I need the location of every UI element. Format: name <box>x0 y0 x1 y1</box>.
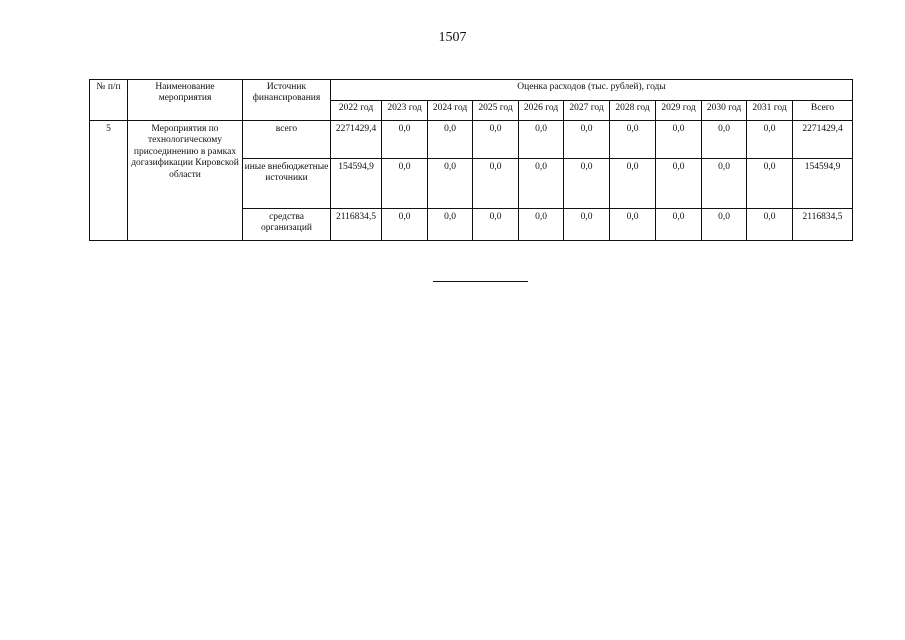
separator-line <box>433 281 528 282</box>
row-name: Мероприятия по технологическому присоединению в рамках догазификации Кировской области <box>128 121 243 241</box>
value-cell: 0,0 <box>702 209 747 241</box>
value-cell: 0,0 <box>428 159 473 209</box>
table-row <box>90 121 853 159</box>
year-header: 2024 год <box>428 101 473 121</box>
page-number: 1507 <box>438 30 467 45</box>
year-header: 2031 год <box>747 101 793 121</box>
value-cell: 154594,9 <box>331 159 382 209</box>
budget-table <box>89 79 853 241</box>
year-header: 2023 год <box>382 101 428 121</box>
total-cell: 2271429,4 <box>793 121 853 159</box>
value-cell: 0,0 <box>656 209 702 241</box>
year-header: 2028 год <box>610 101 656 121</box>
year-header: 2022 год <box>331 101 382 121</box>
value-cell: 0,0 <box>610 121 656 159</box>
value-cell: 0,0 <box>610 209 656 241</box>
header-source: Источник финансирования <box>243 80 331 121</box>
year-header: 2029 год <box>656 101 702 121</box>
total-cell: 154594,9 <box>793 159 853 209</box>
value-cell: 0,0 <box>702 159 747 209</box>
header-num: № п/п <box>90 80 128 121</box>
year-header: 2027 год <box>564 101 610 121</box>
value-cell: 0,0 <box>473 121 519 159</box>
total-cell: 2116834,5 <box>793 209 853 241</box>
source-label: иные внебюджетные источники <box>243 159 331 209</box>
value-cell: 0,0 <box>428 121 473 159</box>
value-cell: 0,0 <box>747 209 793 241</box>
value-cell: 0,0 <box>428 209 473 241</box>
value-cell: 0,0 <box>564 159 610 209</box>
header-row <box>90 80 853 101</box>
source-label: всего <box>243 121 331 159</box>
year-header: 2025 год <box>473 101 519 121</box>
year-header: 2026 год <box>519 101 564 121</box>
value-cell: 0,0 <box>519 159 564 209</box>
value-cell: 0,0 <box>747 121 793 159</box>
value-cell: 0,0 <box>610 159 656 209</box>
value-cell: 2271429,4 <box>331 121 382 159</box>
value-cell: 0,0 <box>564 121 610 159</box>
value-cell: 0,0 <box>564 209 610 241</box>
value-cell: 0,0 <box>519 209 564 241</box>
value-cell: 0,0 <box>656 121 702 159</box>
value-cell: 2116834,5 <box>331 209 382 241</box>
value-cell: 0,0 <box>473 209 519 241</box>
total-header: Всего <box>793 101 853 121</box>
value-cell: 0,0 <box>382 159 428 209</box>
value-cell: 0,0 <box>382 121 428 159</box>
value-cell: 0,0 <box>747 159 793 209</box>
header-name: Наименование мероприятия <box>128 80 243 121</box>
source-label: средства организаций <box>243 209 331 241</box>
header-estimate: Оценка расходов (тыс. рублей), годы <box>331 80 853 101</box>
value-cell: 0,0 <box>382 209 428 241</box>
value-cell: 0,0 <box>473 159 519 209</box>
value-cell: 0,0 <box>656 159 702 209</box>
row-num: 5 <box>90 121 128 241</box>
year-header: 2030 год <box>702 101 747 121</box>
value-cell: 0,0 <box>519 121 564 159</box>
value-cell: 0,0 <box>702 121 747 159</box>
